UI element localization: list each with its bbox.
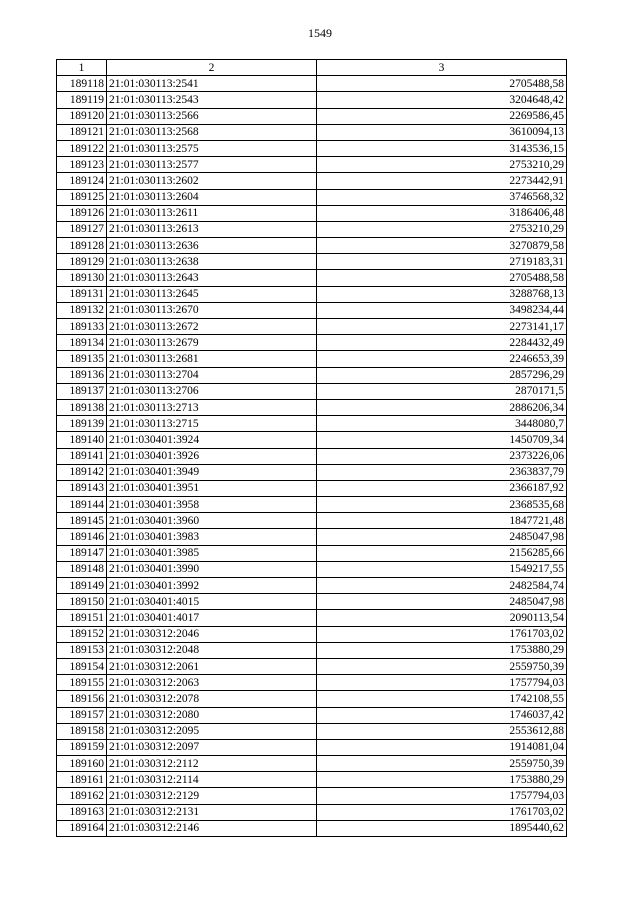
row-number-cell: 189139 xyxy=(57,416,107,432)
row-number-cell: 189146 xyxy=(57,529,107,545)
cadastral-value-cell: 2753210,29 xyxy=(317,157,567,173)
table-row xyxy=(57,399,567,415)
row-number-cell: 189120 xyxy=(57,108,107,124)
row-number-cell: 189154 xyxy=(57,658,107,674)
table-row xyxy=(57,157,567,173)
cadastral-value-cell: 3186406,48 xyxy=(317,205,567,221)
row-number-cell: 189141 xyxy=(57,448,107,464)
cadastral-value-cell: 2269586,45 xyxy=(317,108,567,124)
cadastral-value-cell: 2719183,31 xyxy=(317,254,567,270)
cadastral-number-cell: 21:01:030312:2063 xyxy=(107,675,317,691)
column-header-1: 1 xyxy=(57,60,107,76)
table-row xyxy=(57,529,567,545)
row-number-cell: 189140 xyxy=(57,432,107,448)
row-number-cell: 189163 xyxy=(57,804,107,820)
cadastral-value-cell: 1746037,42 xyxy=(317,707,567,723)
cadastral-value-cell: 2753210,29 xyxy=(317,221,567,237)
row-number-cell: 189160 xyxy=(57,756,107,772)
cadastral-number-cell: 21:01:030113:2568 xyxy=(107,124,317,140)
cadastral-number-cell: 21:01:030113:2704 xyxy=(107,367,317,383)
cadastral-value-cell: 2273141,17 xyxy=(317,319,567,335)
table-row xyxy=(57,302,567,318)
cadastral-value-cell: 1753880,29 xyxy=(317,642,567,658)
cadastral-number-cell: 21:01:030401:4015 xyxy=(107,594,317,610)
cadastral-value-cell: 3746568,32 xyxy=(317,189,567,205)
table-row xyxy=(57,464,567,480)
cadastral-number-cell: 21:01:030113:2613 xyxy=(107,221,317,237)
cadastral-number-cell: 21:01:030401:3949 xyxy=(107,464,317,480)
row-number-cell: 189136 xyxy=(57,367,107,383)
cadastral-number-cell: 21:01:030312:2095 xyxy=(107,723,317,739)
cadastral-number-cell: 21:01:030312:2080 xyxy=(107,707,317,723)
cadastral-value-cell: 2553612,88 xyxy=(317,723,567,739)
row-number-cell: 189158 xyxy=(57,723,107,739)
row-number-cell: 189152 xyxy=(57,626,107,642)
row-number-cell: 189134 xyxy=(57,335,107,351)
cadastral-value-cell: 1914081,04 xyxy=(317,739,567,755)
row-number-cell: 189121 xyxy=(57,124,107,140)
row-number-cell: 189128 xyxy=(57,238,107,254)
cadastral-value-cell: 2886206,34 xyxy=(317,399,567,415)
page-number: 1549 xyxy=(308,26,332,40)
table-row xyxy=(57,610,567,626)
row-number-cell: 189159 xyxy=(57,739,107,755)
row-number-cell: 189156 xyxy=(57,691,107,707)
cadastral-number-cell: 21:01:030401:3924 xyxy=(107,432,317,448)
cadastral-number-cell: 21:01:030113:2566 xyxy=(107,108,317,124)
cadastral-value-cell: 2363837,79 xyxy=(317,464,567,480)
table-row xyxy=(57,561,567,577)
column-header-3: 3 xyxy=(317,60,567,76)
table-header xyxy=(57,60,567,76)
cadastral-value-cell: 2246653,39 xyxy=(317,351,567,367)
row-number-cell: 189122 xyxy=(57,140,107,156)
cadastral-number-cell: 21:01:030113:2575 xyxy=(107,140,317,156)
table-row xyxy=(57,545,567,561)
table-row xyxy=(57,254,567,270)
row-number-cell: 189126 xyxy=(57,205,107,221)
cadastral-number-cell: 21:01:030113:2604 xyxy=(107,189,317,205)
cadastral-value-cell: 2485047,98 xyxy=(317,529,567,545)
table-row xyxy=(57,238,567,254)
table-row xyxy=(57,319,567,335)
cadastral-number-cell: 21:01:030113:2636 xyxy=(107,238,317,254)
cadastral-value-cell: 2482584,74 xyxy=(317,578,567,594)
cadastral-number-cell: 21:01:030113:2643 xyxy=(107,270,317,286)
cadastral-number-cell: 21:01:030312:2114 xyxy=(107,772,317,788)
cadastral-value-cell: 3498234,44 xyxy=(317,302,567,318)
cadastral-value-cell: 3448080,7 xyxy=(317,416,567,432)
table-row xyxy=(57,772,567,788)
cadastral-value-cell: 2705488,58 xyxy=(317,76,567,92)
table-row xyxy=(57,513,567,529)
cadastral-number-cell: 21:01:030312:2112 xyxy=(107,756,317,772)
cadastral-value-cell: 1895440,62 xyxy=(317,820,567,836)
cadastral-value-cell: 2284432,49 xyxy=(317,335,567,351)
cadastral-number-cell: 21:01:030113:2638 xyxy=(107,254,317,270)
cadastral-value-cell: 1742108,55 xyxy=(317,691,567,707)
cadastral-number-cell: 21:01:030113:2602 xyxy=(107,173,317,189)
table-row xyxy=(57,335,567,351)
cadastral-number-cell: 21:01:030401:4017 xyxy=(107,610,317,626)
row-number-cell: 189143 xyxy=(57,480,107,496)
cadastral-value-cell: 1757794,03 xyxy=(317,675,567,691)
cadastral-value-cell: 2559750,39 xyxy=(317,658,567,674)
cadastral-number-cell: 21:01:030312:2131 xyxy=(107,804,317,820)
table-row xyxy=(57,140,567,156)
row-number-cell: 189149 xyxy=(57,578,107,594)
row-number-cell: 189161 xyxy=(57,772,107,788)
column-header-2: 2 xyxy=(107,60,317,76)
table-row xyxy=(57,691,567,707)
table-row xyxy=(57,626,567,642)
table-row xyxy=(57,642,567,658)
cadastral-number-cell: 21:01:030401:3985 xyxy=(107,545,317,561)
table-row xyxy=(57,820,567,836)
table-row xyxy=(57,108,567,124)
cadastral-value-cell: 2156285,66 xyxy=(317,545,567,561)
row-number-cell: 189123 xyxy=(57,157,107,173)
cadastral-number-cell: 21:01:030401:3960 xyxy=(107,513,317,529)
row-number-cell: 189127 xyxy=(57,221,107,237)
table-row xyxy=(57,788,567,804)
cadastral-value-cell: 3610094,13 xyxy=(317,124,567,140)
cadastral-number-cell: 21:01:030312:2048 xyxy=(107,642,317,658)
table-row xyxy=(57,739,567,755)
row-number-cell: 189155 xyxy=(57,675,107,691)
cadastral-value-cell: 3270879,58 xyxy=(317,238,567,254)
table-row xyxy=(57,480,567,496)
row-number-cell: 189137 xyxy=(57,383,107,399)
cadastral-number-cell: 21:01:030401:3983 xyxy=(107,529,317,545)
cadastral-number-cell: 21:01:030113:2679 xyxy=(107,335,317,351)
table-row xyxy=(57,578,567,594)
row-number-cell: 189151 xyxy=(57,610,107,626)
row-number-cell: 189148 xyxy=(57,561,107,577)
cadastral-number-cell: 21:01:030312:2061 xyxy=(107,658,317,674)
table-row xyxy=(57,658,567,674)
table-row xyxy=(57,351,567,367)
cadastral-number-cell: 21:01:030312:2078 xyxy=(107,691,317,707)
row-number-cell: 189145 xyxy=(57,513,107,529)
cadastral-number-cell: 21:01:030401:3951 xyxy=(107,480,317,496)
row-number-cell: 189135 xyxy=(57,351,107,367)
row-number-cell: 189124 xyxy=(57,173,107,189)
row-number-cell: 189130 xyxy=(57,270,107,286)
cadastral-number-cell: 21:01:030113:2715 xyxy=(107,416,317,432)
row-number-cell: 189144 xyxy=(57,497,107,513)
cadastral-value-cell: 2857296,29 xyxy=(317,367,567,383)
table-row xyxy=(57,804,567,820)
table-row xyxy=(57,497,567,513)
cadastral-number-cell: 21:01:030113:2670 xyxy=(107,302,317,318)
table-row xyxy=(57,286,567,302)
row-number-cell: 189132 xyxy=(57,302,107,318)
cadastral-value-cell: 1450709,34 xyxy=(317,432,567,448)
row-number-cell: 189147 xyxy=(57,545,107,561)
cadastral-number-cell: 21:01:030312:2146 xyxy=(107,820,317,836)
row-number-cell: 189119 xyxy=(57,92,107,108)
cadastral-number-cell: 21:01:030401:3926 xyxy=(107,448,317,464)
row-number-cell: 189131 xyxy=(57,286,107,302)
cadastral-number-cell: 21:01:030401:3992 xyxy=(107,578,317,594)
table-row xyxy=(57,221,567,237)
table-row xyxy=(57,124,567,140)
table-row xyxy=(57,448,567,464)
cadastral-number-cell: 21:01:030113:2713 xyxy=(107,399,317,415)
table-row xyxy=(57,594,567,610)
registry-table xyxy=(56,59,567,837)
cadastral-value-cell: 1847721,48 xyxy=(317,513,567,529)
cadastral-number-cell: 21:01:030312:2046 xyxy=(107,626,317,642)
table-row xyxy=(57,205,567,221)
cadastral-value-cell: 2366187,92 xyxy=(317,480,567,496)
row-number-cell: 189164 xyxy=(57,820,107,836)
cadastral-number-cell: 21:01:030312:2129 xyxy=(107,788,317,804)
table-body xyxy=(57,76,567,837)
row-number-cell: 189125 xyxy=(57,189,107,205)
cadastral-value-cell: 1757794,03 xyxy=(317,788,567,804)
cadastral-number-cell: 21:01:030113:2681 xyxy=(107,351,317,367)
table-row xyxy=(57,367,567,383)
cadastral-value-cell: 1761703,02 xyxy=(317,626,567,642)
cadastral-number-cell: 21:01:030113:2543 xyxy=(107,92,317,108)
cadastral-number-cell: 21:01:030113:2672 xyxy=(107,319,317,335)
table-row xyxy=(57,173,567,189)
cadastral-value-cell: 2273442,91 xyxy=(317,173,567,189)
table-row xyxy=(57,76,567,92)
table-row xyxy=(57,270,567,286)
cadastral-value-cell: 3288768,13 xyxy=(317,286,567,302)
cadastral-number-cell: 21:01:030401:3990 xyxy=(107,561,317,577)
cadastral-value-cell: 1753880,29 xyxy=(317,772,567,788)
cadastral-value-cell: 2559750,39 xyxy=(317,756,567,772)
row-number-cell: 189153 xyxy=(57,642,107,658)
cadastral-value-cell: 2368535,68 xyxy=(317,497,567,513)
row-number-cell: 189118 xyxy=(57,76,107,92)
table-row xyxy=(57,723,567,739)
cadastral-number-cell: 21:01:030312:2097 xyxy=(107,739,317,755)
row-number-cell: 189133 xyxy=(57,319,107,335)
table-row xyxy=(57,707,567,723)
row-number-cell: 189157 xyxy=(57,707,107,723)
row-number-cell: 189129 xyxy=(57,254,107,270)
row-number-cell: 189138 xyxy=(57,399,107,415)
table-row xyxy=(57,416,567,432)
row-number-cell: 189150 xyxy=(57,594,107,610)
header-row xyxy=(57,60,567,76)
cadastral-number-cell: 21:01:030113:2541 xyxy=(107,76,317,92)
row-number-cell: 189142 xyxy=(57,464,107,480)
cadastral-value-cell: 2485047,98 xyxy=(317,594,567,610)
cadastral-number-cell: 21:01:030113:2706 xyxy=(107,383,317,399)
cadastral-value-cell: 3204648,42 xyxy=(317,92,567,108)
table-row xyxy=(57,92,567,108)
table-row xyxy=(57,432,567,448)
cadastral-number-cell: 21:01:030401:3958 xyxy=(107,497,317,513)
cadastral-value-cell: 1549217,55 xyxy=(317,561,567,577)
cadastral-number-cell: 21:01:030113:2611 xyxy=(107,205,317,221)
table-row xyxy=(57,675,567,691)
cadastral-value-cell: 2090113,54 xyxy=(317,610,567,626)
cadastral-number-cell: 21:01:030113:2645 xyxy=(107,286,317,302)
cadastral-value-cell: 3143536,15 xyxy=(317,140,567,156)
cadastral-value-cell: 2373226,06 xyxy=(317,448,567,464)
cadastral-value-cell: 2870171,5 xyxy=(317,383,567,399)
cadastral-value-cell: 2705488,58 xyxy=(317,270,567,286)
row-number-cell: 189162 xyxy=(57,788,107,804)
cadastral-number-cell: 21:01:030113:2577 xyxy=(107,157,317,173)
table-row xyxy=(57,383,567,399)
cadastral-value-cell: 1761703,02 xyxy=(317,804,567,820)
table-row xyxy=(57,756,567,772)
table-row xyxy=(57,189,567,205)
